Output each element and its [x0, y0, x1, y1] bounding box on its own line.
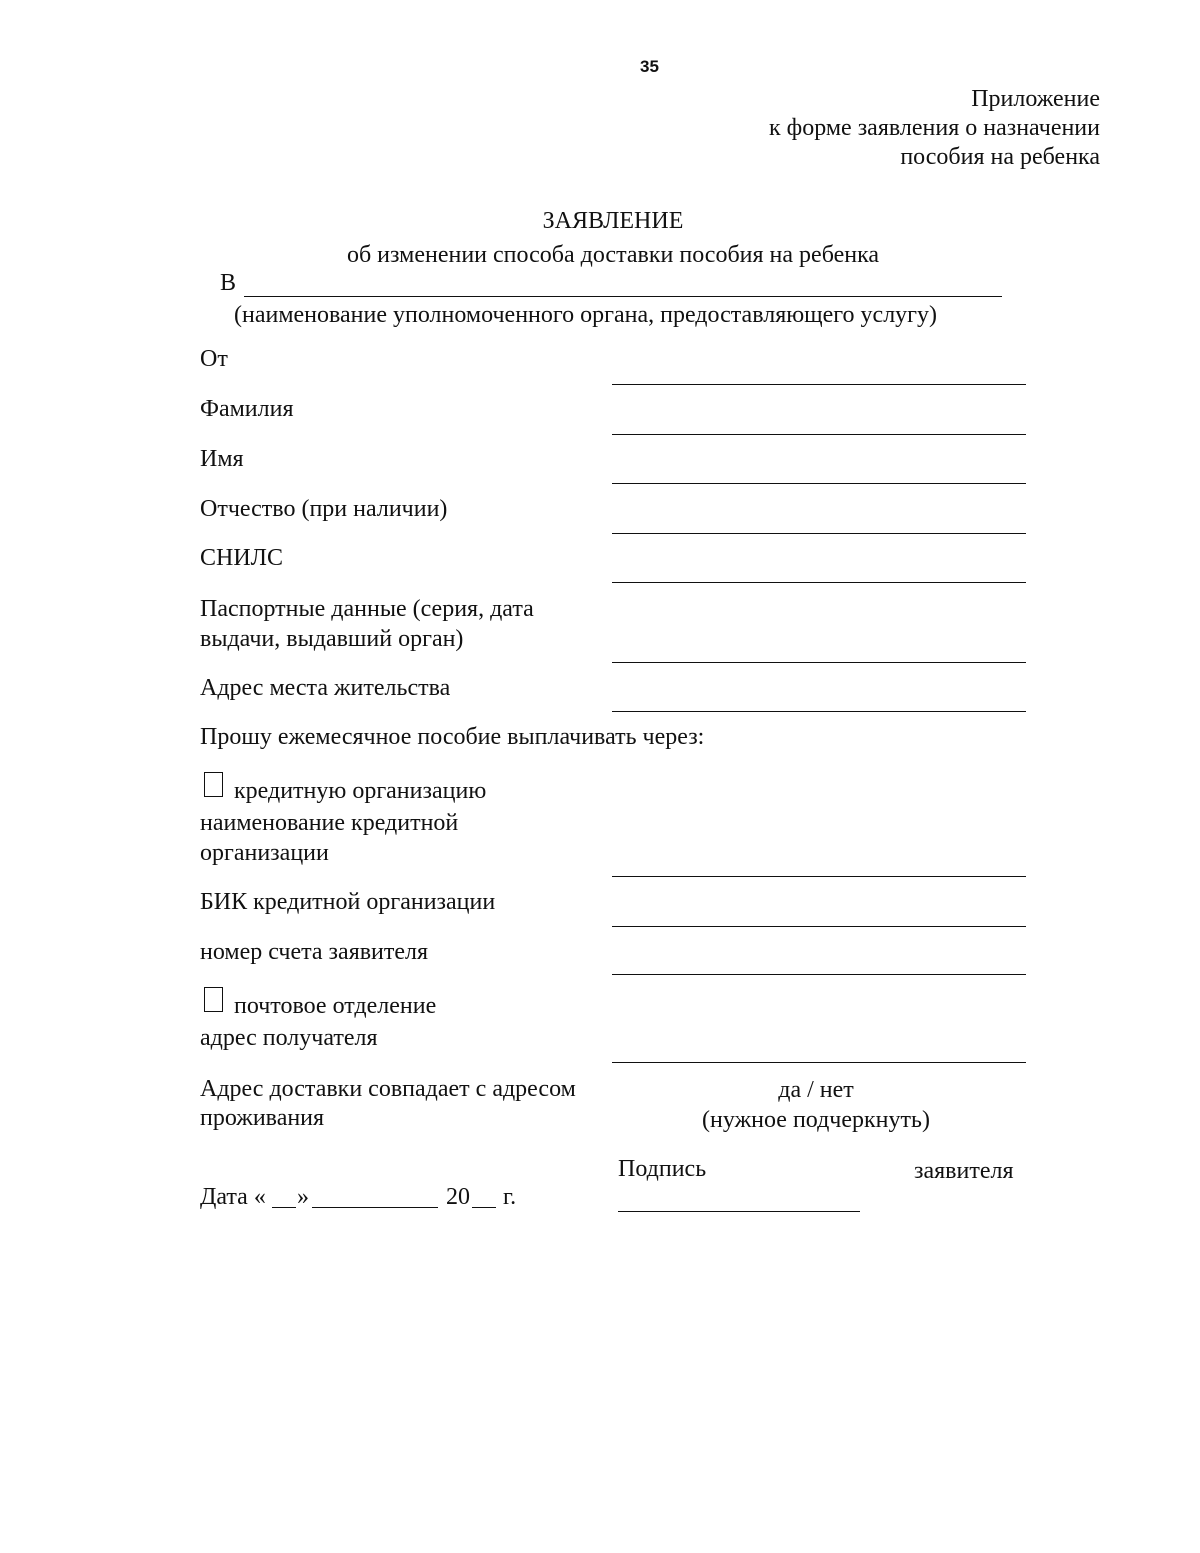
credit-org-name-line[interactable] — [612, 876, 1026, 877]
appendix-line-3: пособия на ребенка — [900, 144, 1100, 170]
credit-org-option-label: кредитную организацию — [234, 778, 487, 804]
date-day-line[interactable] — [272, 1207, 296, 1208]
patronymic-line[interactable] — [612, 533, 1026, 534]
yes-no-answer[interactable]: да / нет — [778, 1077, 854, 1103]
document-title: ЗАЯВЛЕНИЕ — [542, 208, 684, 234]
surname-label: Фамилия — [200, 396, 294, 422]
from-label: От — [200, 346, 228, 372]
passport-label-line-1: Паспортные данные (серия, дата — [200, 596, 534, 622]
delivery-match-label-line-1: Адрес доставки совпадает с адресом — [200, 1076, 576, 1102]
from-line[interactable] — [612, 384, 1026, 385]
credit-org-name-label-line-2: организации — [200, 840, 329, 866]
appendix-line-2: к форме заявления о назначении — [769, 115, 1100, 141]
date-day-close: » — [297, 1184, 309, 1210]
authority-line[interactable] — [244, 296, 1002, 297]
post-office-option-label: почтовое отделение — [234, 993, 437, 1019]
snils-label: СНИЛС — [200, 545, 283, 571]
passport-label-line-2: выдачи, выдавший орган) — [200, 626, 464, 652]
request-text: Прошу ежемесячное пособие выплачивать через: — [200, 724, 705, 750]
patronymic-label: Отчество (при наличии) — [200, 496, 448, 522]
credit-org-checkbox[interactable] — [204, 772, 223, 797]
recipient-address-label: адрес получателя — [200, 1025, 378, 1051]
date-month-line[interactable] — [312, 1207, 438, 1208]
post-office-checkbox[interactable] — [204, 987, 223, 1012]
credit-org-name-label-line-1: наименование кредитной — [200, 810, 459, 836]
account-label: номер счета заявителя — [200, 939, 429, 965]
account-line[interactable] — [612, 974, 1026, 975]
snils-line[interactable] — [612, 582, 1026, 583]
signature-line[interactable] — [618, 1211, 860, 1212]
signature-label-applicant: заявителя — [914, 1158, 1014, 1184]
date-year-suffix: г. — [503, 1184, 517, 1210]
recipient-address-line[interactable] — [612, 1062, 1026, 1063]
surname-line[interactable] — [612, 434, 1026, 435]
delivery-match-label-line-2: проживания — [200, 1105, 325, 1131]
underline-hint: (нужное подчеркнуть) — [702, 1107, 930, 1133]
date-prefix: Дата « — [200, 1184, 266, 1210]
authority-caption: (наименование уполномоченного органа, предоставляющего услугу) — [234, 302, 938, 328]
document-subtitle: об изменении способа доставки пособия на ребенка — [346, 242, 880, 268]
signature-label: Подпись — [618, 1156, 707, 1182]
bik-label: БИК кредитной организации — [200, 889, 496, 915]
page-number: 35 — [640, 57, 659, 76]
bik-line[interactable] — [612, 926, 1026, 927]
to-prefix: В — [220, 270, 237, 296]
name-line[interactable] — [612, 483, 1026, 484]
date-year-prefix: 20 — [446, 1184, 470, 1210]
address-label: Адрес места жительства — [200, 675, 451, 701]
name-label: Имя — [200, 446, 244, 472]
date-year-line[interactable] — [472, 1207, 496, 1208]
address-line[interactable] — [612, 711, 1026, 712]
appendix-line-1: Приложение — [971, 86, 1100, 112]
passport-line[interactable] — [612, 662, 1026, 663]
